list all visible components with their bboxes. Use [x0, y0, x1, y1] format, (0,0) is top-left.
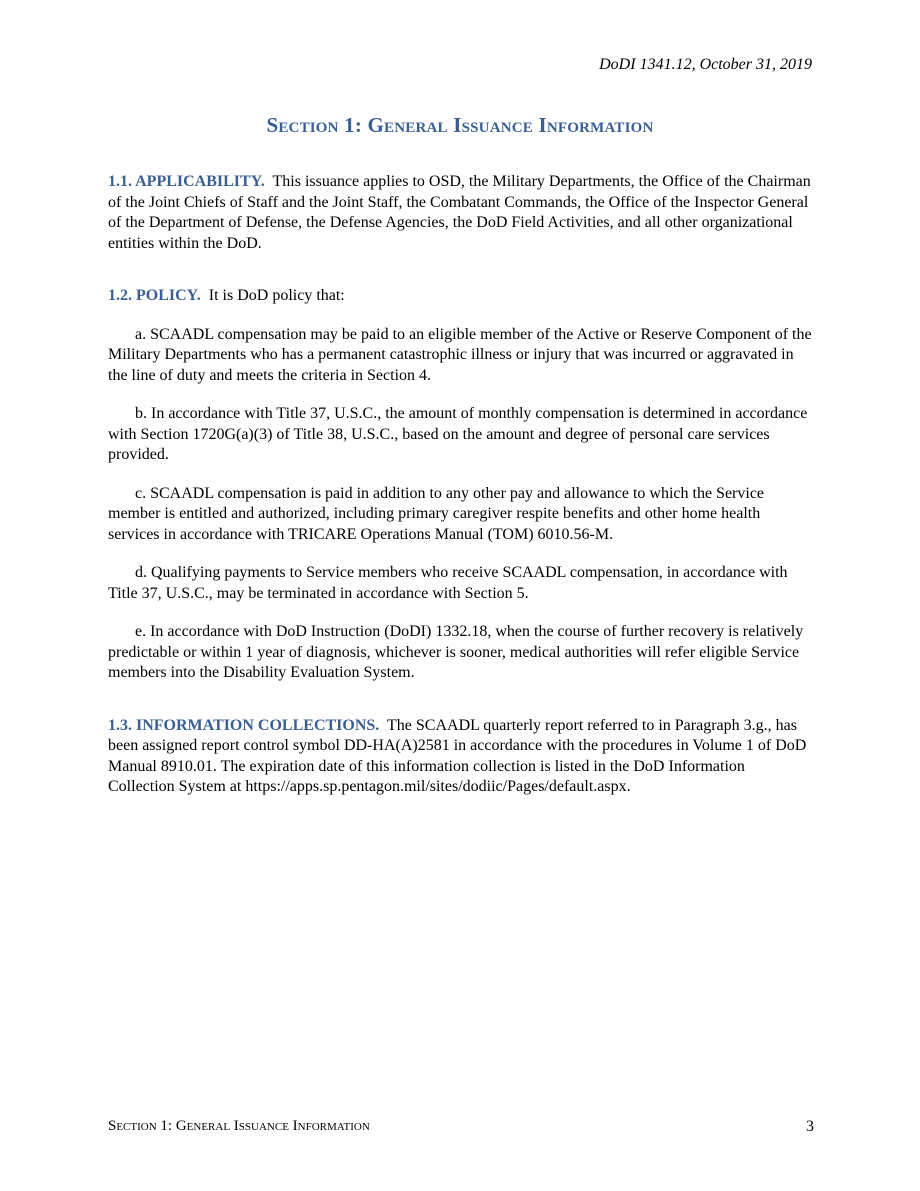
footer-section-title: Section 1: General Issuance Information	[108, 1118, 370, 1134]
page-footer	[108, 1118, 814, 1136]
policy-heading: 1.2. POLICY.	[108, 287, 201, 304]
page-number: 3	[806, 1118, 814, 1135]
applicability-paragraph	[108, 172, 814, 254]
policy-item-e: e. In accordance with DoD Instruction (DoDI) 1332.18, when the course of further recovery is relatively predictable or within 1 year of diagnosis, whichever is sooner, medical authorities will refer eligible Service members into the Disability Evaluation System.	[108, 623, 804, 681]
applicability-heading: 1.1. APPLICABILITY.	[108, 173, 265, 190]
applicability-text: This issuance applies to OSD, the Military Departments, the Office of the Chairman of the Joint Chiefs of Staff and the Joint Staff, the Combatant Commands, the Office of the Inspector General of the Department of Defense, the Defense Agencies, the DoD Field Activities, and all other organizational entities within the DoD.	[108, 173, 811, 252]
policy-item-c: c. SCAADL compensation is paid in addition to any other pay and allowance to which the Service member is entitled and authorized, including primary caregiver respite benefits and other home health services in accordance with TRICARE Operations Manual (TOM) 6010.56-M.	[108, 484, 765, 543]
policy-paragraph	[108, 286, 814, 307]
policy-item-d: d. Qualifying payments to Service members who receive SCAADL compensation, in accordance with Title 37, U.S.C., may be terminated in accordance with Section 5.	[108, 564, 788, 602]
info-collections-text: The SCAADL quarterly report referred to in Paragraph 3.g., has been assigned report control symbol DD-HA(A)2581 in accordance with the procedures in Volume 1 of DoD Manual 8910.01. The expiration date of this information collection is listed in the DoD Information Collection System at https://apps.sp.pentagon.mil/sites/dodiic/Pages/default.aspx.	[108, 716, 807, 795]
section-title: Section 1: General Issuance Information	[266, 113, 654, 137]
info-collections-heading: 1.3. INFORMATION COLLECTIONS.	[108, 716, 380, 734]
policy-item-a: a. SCAADL compensation may be paid to an eligible member of the Active or Reserve Component of the Military Departments who has a permanent catastrophic illness or injury that was incurred or aggravated in the line of duty and meets the criteria in Section 4.	[108, 325, 812, 384]
document-reference: DoDI 1341.12, October 31, 2019	[599, 56, 812, 73]
policy-item-b: b. In accordance with Title 37, U.S.C., the amount of monthly compensation is determined in accordance with Section 1720G(a)(3) of Title 38, U.S.C., based on the amount and degree of personal care services provided.	[108, 405, 808, 463]
policy-intro: It is DoD policy that:	[208, 287, 345, 304]
document-body	[108, 172, 814, 798]
info-collections-paragraph	[108, 716, 814, 798]
